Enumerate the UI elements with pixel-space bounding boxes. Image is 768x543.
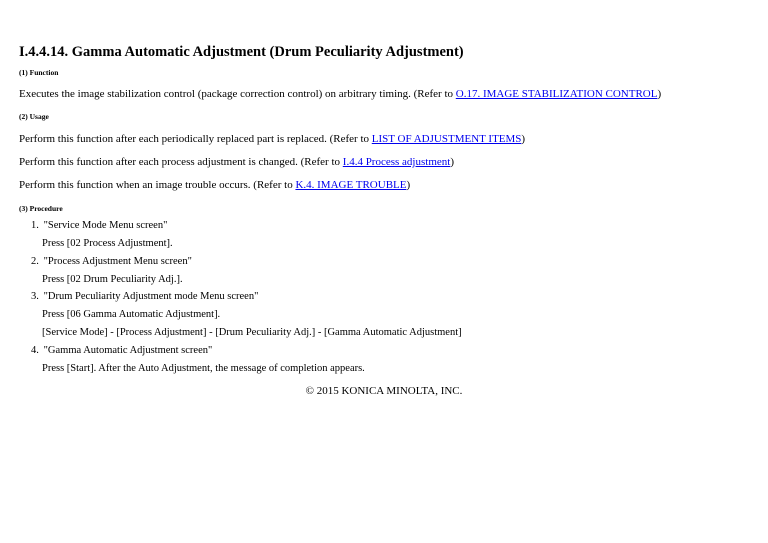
link-process-adjustment[interactable]: I.4.4 Process adjustment bbox=[342, 156, 451, 168]
function-text-suffix: ) bbox=[657, 88, 662, 100]
link-list-of-adjustment-items[interactable]: LIST OF ADJUSTMENT ITEMS bbox=[371, 133, 522, 145]
step-title: "Process Adjustment Menu screen" bbox=[43, 256, 192, 267]
step-detail: Press [02 Process Adjustment]. bbox=[42, 238, 173, 249]
procedure-step-1 bbox=[31, 220, 167, 231]
step-detail: Press [06 Gamma Automatic Adjustment]. bbox=[42, 309, 221, 320]
procedure-heading: (3) Procedure bbox=[19, 204, 63, 213]
usage-line-3 bbox=[19, 179, 410, 191]
page-title: I.4.4.14. Gamma Automatic Adjustment (Drum Peculiarity Adjustment) bbox=[19, 44, 464, 60]
step-number: 1. bbox=[31, 220, 39, 231]
usage-line-text: Perform this function after each periodically replaced part is replaced. (Refer to bbox=[19, 133, 372, 145]
step-detail: Press [Start]. After the Auto Adjustment, the message of completion appears. bbox=[42, 363, 365, 374]
usage-line-1 bbox=[19, 133, 525, 145]
copyright-footer: © 2015 KONICA MINOLTA, INC. bbox=[305, 385, 463, 397]
procedure-step-2 bbox=[31, 256, 192, 267]
link-image-trouble[interactable]: K.4. IMAGE TROUBLE bbox=[295, 179, 407, 191]
link-image-stabilization-control[interactable]: O.17. IMAGE STABILIZATION CONTROL bbox=[455, 88, 658, 100]
usage-line-text: Perform this function after each process adjustment is changed. (Refer to bbox=[19, 156, 343, 168]
step-title: "Drum Peculiarity Adjustment mode Menu screen" bbox=[43, 291, 259, 302]
function-text bbox=[19, 88, 661, 100]
function-text-body: Executes the image stabilization control (package correction control) on arbitrary timing. (Refer to bbox=[19, 88, 456, 100]
step-number: 3. bbox=[31, 291, 39, 302]
usage-line-text: Perform this function when an image trouble occurs. (Refer to bbox=[19, 179, 296, 191]
procedure-step-3 bbox=[31, 291, 258, 302]
step-detail: Press [02 Drum Peculiarity Adj.]. bbox=[42, 274, 183, 285]
usage-line-2 bbox=[19, 156, 454, 168]
step-title: "Gamma Automatic Adjustment screen" bbox=[43, 345, 213, 356]
usage-line-suffix: ) bbox=[406, 179, 411, 191]
function-heading: (1) Function bbox=[19, 68, 59, 77]
procedure-step-4 bbox=[31, 345, 212, 356]
step-detail-path: [Service Mode] - [Process Adjustment] - [Drum Peculiarity Adj.] - [Gamma Automatic Adjustment] bbox=[42, 327, 462, 338]
usage-line-suffix: ) bbox=[450, 156, 454, 168]
step-title: "Service Mode Menu screen" bbox=[43, 220, 168, 231]
step-number: 2. bbox=[31, 256, 39, 267]
step-number: 4. bbox=[31, 345, 39, 356]
usage-heading: (2) Usage bbox=[19, 112, 49, 121]
usage-line-suffix: ) bbox=[521, 133, 526, 145]
